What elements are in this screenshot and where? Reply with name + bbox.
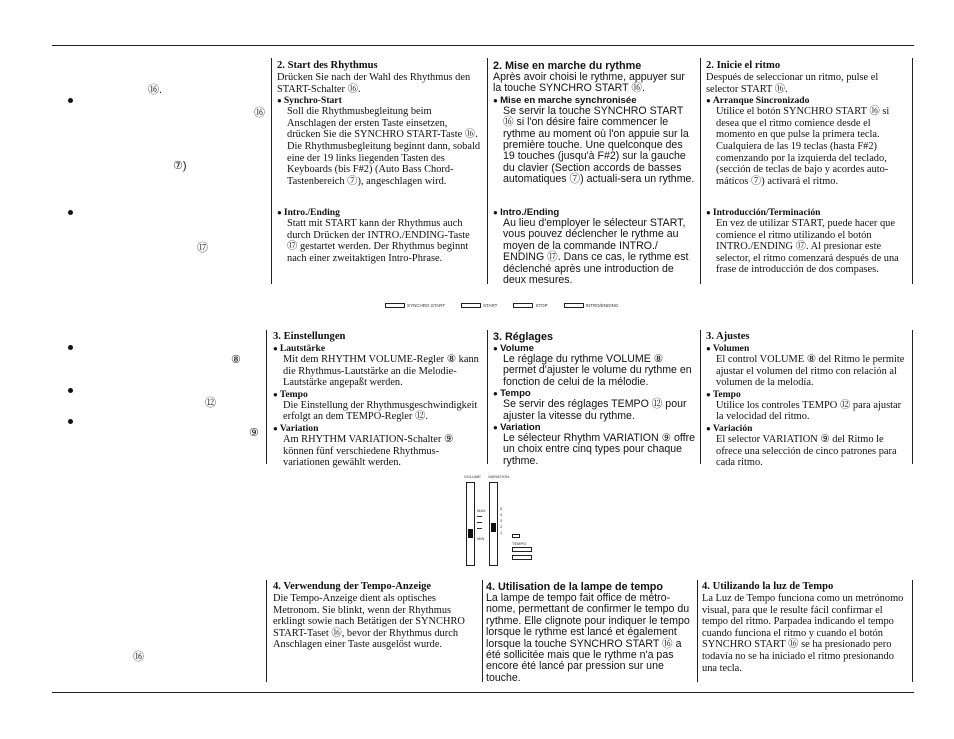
divider-right-mid — [700, 330, 701, 464]
spanish-s3-sub2-body: Utilice los controles TEMPO ⑫ para ajustar la velocidad del ritmo. — [716, 399, 902, 423]
french-section-4 — [486, 581, 693, 684]
tempo-button-up — [512, 547, 532, 552]
spanish-s3-sub1: ● Volumen — [706, 343, 909, 354]
spanish-s4-title: 4. Utilizando la luz de Tempo — [702, 581, 834, 592]
german-section-3 — [273, 331, 481, 469]
german-s2-body: Drücken Sie nach der Wahl des Rhythmus den START-Schalter ⑯. — [277, 72, 471, 95]
german-s2-title: 2. Start des Rhythmus — [277, 60, 378, 71]
spanish-section-2 — [706, 60, 909, 187]
french-s4-body: La lampe de tempo fait office de métro-nome, permettant de confirmer le tempo du rythme. Elle clignote pour indiquer le tempo lorsque le rythme est lancé et également lorsque la touche SYNCHRO START ⑯ a été sollicitée mais que le rythme n'a pas encore été lancé par pression sur une touche. — [486, 592, 690, 684]
variation-mark-1: 1 — [500, 530, 503, 535]
spanish-s2-body: Después de seleccionar un ritmo, pulse el selector START ⑯. — [706, 72, 879, 95]
spanish-s3-title: 3. Ajustes — [706, 331, 750, 342]
spanish-section-4 — [702, 581, 909, 674]
divider-edge-bot — [912, 580, 913, 682]
left-bullet — [68, 210, 73, 215]
french-s2-sub2-body: Au lieu d'employer le sélecteur START, vous pouvez déclencher le rythme au moyen de la commande INTRO./ ENDING ⑰. Dans ce cas, le rythme est déclenché après une introduction de deux mesures. — [503, 217, 689, 287]
tempo-lamp — [512, 534, 520, 538]
german-section-2 — [277, 60, 481, 187]
key-icon — [461, 303, 481, 308]
french-s3-sub1: ● Volume — [493, 343, 695, 354]
figure-start — [461, 303, 497, 308]
german-s3-sub1: ● Lautstärke — [273, 343, 481, 354]
spanish-s3-sub1-body: El control VOLUME ⑧ del Ritmo le permite ajustar el volumen del ritmo con relación al volumen de la melodía. — [716, 354, 905, 389]
divider-mid-mid — [487, 330, 488, 464]
left-bullet — [68, 345, 73, 350]
bottom-rule — [52, 692, 914, 693]
divider-right-bot — [697, 580, 698, 682]
left-ref-8: ⑧ — [231, 354, 241, 366]
panel-max-label: MAX — [477, 508, 486, 513]
left-ref-16c: ⑯ — [133, 651, 144, 663]
key-icon — [385, 303, 405, 308]
left-ref-9: ⑨ — [249, 427, 259, 439]
french-section-2b — [493, 207, 695, 286]
divider-left-top — [271, 58, 272, 284]
variation-mark-3: 3 — [500, 518, 503, 523]
variation-mark-4: 4 — [500, 512, 503, 517]
panel-volume-label: VOLUME — [464, 474, 481, 479]
figure-stop — [513, 303, 547, 308]
german-s4-body: Die Tempo-Anzeige dient als optisches Metronom. Sie blinkt, wenn der Rhythmus erklingt sowie nach Betätigen der SYNCHRO START-Taset ⑯, bevor der Rhythmus durch Anschlagen einer Taste ausgelöst wurde. — [273, 593, 465, 651]
panel-tempo-label: TEMPO — [512, 541, 527, 546]
panel-variation-label: VARIATION — [488, 474, 509, 479]
key-icon — [513, 303, 533, 308]
divider-left-mid — [266, 330, 267, 464]
french-s4-title: 4. Utilisation de la lampe de tempo — [486, 581, 663, 593]
spanish-s2-sub2: ● Introducción/Terminación — [706, 207, 909, 218]
french-s3-sub2-body: Se servir des réglages TEMPO ⑫ pour ajuster la vitesse du rythme. — [503, 398, 687, 422]
spanish-s2-title: 2. Inicie el ritmo — [706, 60, 781, 71]
german-s2-sub2-body: Statt mit START kann der Rhythmus auch durch Drücken der INTRO./ENDING-Taste ⑰ gestartet werden. Der Rhythmus beginnt nach einer zweitaktigen Intro-Phrase. — [287, 218, 470, 264]
german-s3-sub3-body: Am RHYTHM VARIATION-Schalter ⑨ können fünf verschiedene Rhythmus-variationen gewählt werden. — [283, 433, 454, 469]
left-ref-7: ⑦) — [173, 160, 187, 172]
panel-min-label: MIN — [477, 536, 485, 541]
spanish-s2-sub2-body: En vez de utilizar START, puede hacer que comience el ritmo utilizando el botón INTRO./ENDING ⑰. Al presionar este selector, el ritmo comenzará después de una frase de introducción de dos compases. — [716, 218, 899, 276]
french-s2-sub1-body: Se servir la touche SYNCHRO START ⑯ si l'on désire faire commencer le rythme au moment où l'on appuie sur la première touche. Une quelconque des 19 touches (jusqu'à F#2) sur la gauche du clavier (Section accords de basses automatiques ⑦) actuali-sera un rythme. — [503, 104, 695, 186]
spanish-s4-body: La Luz de Tempo funciona como un metrónomo visual, para que le resulte fácil confirmar el tempo del ritmo. Parpadea indicando el tempo cuando funciona el ritmo y cuando el botón SYNCHRO START ⑯ se ha presionado pero todavía no se ha iniciado el ritmo presionando una tecla. — [702, 593, 904, 674]
divider-left-bot — [266, 580, 267, 682]
spanish-s2-sub1: ● Arranque Sincronizado — [706, 95, 909, 106]
left-ref-12: ⑫ — [205, 397, 216, 409]
variation-mark-5: 5 — [500, 506, 503, 511]
variation-slider-knob — [491, 523, 496, 532]
variation-slider — [489, 482, 498, 566]
french-section-2 — [493, 60, 695, 186]
left-ref-17: ⑰ — [197, 242, 208, 254]
german-s2-sub1-body: Soll die Rhythmusbegleitung beim Anschlagen der ersten Taste einsetzen, drücken Sie die SYNCHRO START-Taste ⑯. Die Rhythmusbegleitung beginnt dann, sobald eine der 19 links liegenden Tasten des Keyboards (bis F#2) (Auto Bass Chord-Tastenbereich ⑦), angeschlagen wird. — [287, 106, 481, 187]
french-s3-sub3: ● Variation — [493, 422, 695, 433]
german-section-4 — [273, 581, 478, 651]
spanish-section-2b — [706, 207, 909, 276]
volume-tick — [477, 516, 482, 517]
german-section-2b — [277, 207, 481, 264]
tempo-button-down — [512, 555, 532, 560]
french-s2-sub1: ● Mise en marche synchronisée — [493, 95, 695, 106]
left-bullet — [68, 419, 73, 424]
left-bullet — [68, 388, 73, 393]
left-ref-16a: ⑯. — [148, 84, 163, 96]
german-s2-sub1: ● Synchro-Start — [277, 95, 481, 106]
figure-synchro-start — [385, 303, 445, 308]
left-bullet — [68, 98, 73, 103]
figure-intro-ending — [564, 303, 619, 308]
german-s4-title: 4. Verwendung der Tempo-Anzeige — [273, 581, 432, 592]
divider-mid-bot — [482, 580, 483, 682]
divider-mid-top — [487, 58, 488, 284]
spanish-s3-sub3: ● Variación — [706, 423, 909, 434]
figure-synchro-label: SYNCHRO START — [407, 303, 446, 308]
volume-slider — [466, 482, 475, 566]
german-s3-sub2-body: Die Einstellung der Rhythmusgeschwindigkeit erfolgt an dem TEMPO-Regler ⑫. — [283, 399, 478, 423]
volume-variation-panel-figure — [462, 474, 527, 566]
divider-right-top — [700, 58, 701, 284]
french-s3-sub1-body: Le réglage du rythme VOLUME ⑧ permet d'ajuster le volume du rythme en fonction de celui de la mélodie. — [503, 353, 692, 388]
spanish-s3-sub2: ● Tempo — [706, 389, 909, 400]
french-s2-sub2: ● Intro./Ending — [493, 207, 695, 218]
german-s3-sub2: ● Tempo — [273, 389, 481, 400]
french-s3-title: 3. Réglages — [493, 331, 554, 343]
french-s2-title: 2. Mise en marche du rythme — [493, 60, 642, 72]
german-s2-sub2: ● Intro./Ending — [277, 207, 481, 218]
figure-intro-label: INTRO/ENDING — [585, 303, 619, 308]
divider-edge-mid — [912, 330, 913, 464]
figure-stop-label: STOP — [535, 303, 548, 308]
figure-start-label: START — [483, 303, 498, 308]
spanish-s3-sub3-body: El selector VARIATION ⑨ del Ritmo le ofrece una selección de cinco patrones para cada ritmo. — [716, 433, 897, 469]
french-s3-sub3-body: Le sélecteur Rhythm VARIATION ⑨ offre un choix entre cinq types pour chaque rythme. — [503, 432, 696, 467]
divider-edge-top — [912, 58, 913, 284]
german-s3-sub1-body: Mit dem RHYTHM VOLUME-Regler ⑧ kann die Rhythmus-Lautstärke an die Melodie-Lautstärke angepaßt werden. — [283, 354, 479, 389]
volume-tick — [477, 522, 482, 523]
german-s3-title: 3. Einstellungen — [273, 331, 346, 342]
rhythm-buttons-figure — [385, 303, 630, 308]
volume-slider-knob — [468, 529, 473, 538]
key-icon — [564, 303, 584, 308]
spanish-section-3 — [706, 331, 909, 469]
german-s3-sub3: ● Variation — [273, 423, 481, 434]
french-section-3 — [493, 331, 695, 467]
volume-tick — [477, 528, 482, 529]
french-s3-sub2: ● Tempo — [493, 388, 695, 399]
spanish-s2-sub1-body: Utilice el botón SYNCHRO START ⑯ si desea que el ritmo comience desde el momento en que pulse la primera tecla. Cualquiera de las 19 teclas (hasta F#2) comenzando por la izquierda del teclado, (sección de teclas de bajo y acordes auto-máticos ⑦) activará el ritmo. — [716, 106, 890, 187]
variation-mark-2: 2 — [500, 524, 503, 529]
french-s2-body: Après avoir choisi le rythme, appuyer sur la touche SYNCHRO START ⑯. — [493, 71, 685, 95]
top-rule — [52, 45, 914, 46]
left-ref-16b: ⑯ — [254, 107, 265, 119]
